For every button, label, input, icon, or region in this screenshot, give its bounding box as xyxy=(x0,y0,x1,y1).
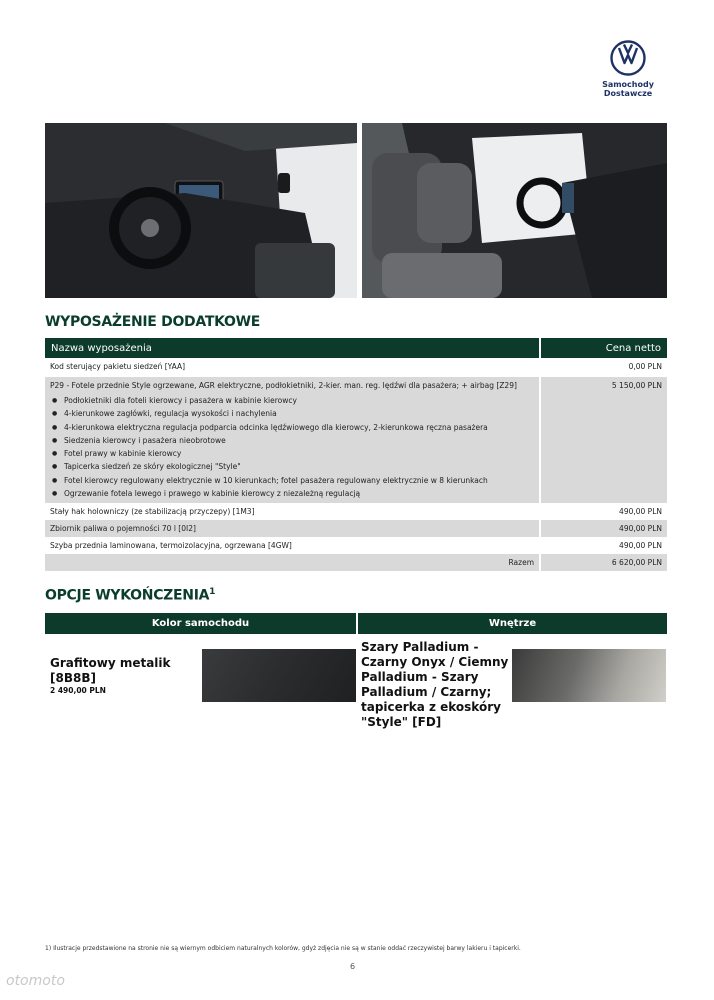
table-row xyxy=(45,377,667,503)
vw-logo-icon xyxy=(610,40,646,76)
col-header-color xyxy=(45,613,356,634)
list-item: ● 4-kierunkowa elektryczna regulacja podparcia odcinka lędźwiowego dla kierowcy, 2-kierunkowa ręczna pasażera xyxy=(50,421,534,434)
paint-price: 2 490,00 PLN xyxy=(50,686,106,695)
table-row xyxy=(45,537,667,554)
list-item: ● Fotel kierowcy regulowany elektrycznie w 10 kierunkach; fotel pasażera regulowany elektrycznie w 8 kierunkach xyxy=(50,474,534,487)
col-header-interior xyxy=(358,613,667,634)
total-price: 6 620,00 PLN xyxy=(539,554,667,571)
row-name: Szyba przednia laminowana, termoizolacyjna, ogrzewana [4GW] xyxy=(50,541,292,550)
table-row xyxy=(45,520,667,537)
col-header-interior-text: Wnętrze xyxy=(488,618,537,629)
col-header-price: Cena netto xyxy=(539,338,667,358)
row-price: 5 150,00 PLN xyxy=(539,377,667,503)
vw-logo xyxy=(602,40,654,98)
finish-title xyxy=(45,587,215,604)
total-label: Razem xyxy=(508,558,534,567)
list-item: ● Tapicerka siedzeń ze skóry ekologicznej "Style" xyxy=(50,460,534,473)
finish-title-sup: 1 xyxy=(209,587,216,597)
row-price: 0,00 PLN xyxy=(539,358,667,377)
feature-list xyxy=(50,394,534,500)
col-header-name: Nazwa wyposażenia xyxy=(51,343,152,354)
table-row xyxy=(45,503,667,520)
row-name: P29 - Fotele przednie Style ogrzewane, AGR elektryczne, podłokietniki, 2-kier. man. reg. lędźwi dla pasażera; + airbag [Z29] xyxy=(50,381,517,390)
row-name: Kod sterujący pakietu siedzeń [YAA] xyxy=(50,362,186,371)
footnote: 1) Ilustracje przedstawione na stronie nie są wiernym odbiciem naturalnych kolorów, gdyż zdjęcia nie są w stanie oddać rzeczywistej barwy lakieru i tapicerki. xyxy=(45,945,521,952)
equipment-table-header xyxy=(45,338,667,358)
equipment-title: WYPOSAŻENIE DODATKOWE xyxy=(45,314,261,330)
row-price: 490,00 PLN xyxy=(539,537,667,554)
row-price: 490,00 PLN xyxy=(539,503,667,520)
hero-image-seats xyxy=(362,123,667,298)
table-row xyxy=(45,358,667,377)
finish-title-text: OPCJE WYKOŃCZENIA xyxy=(45,587,210,604)
table-row-total xyxy=(45,554,667,571)
watermark: otomoto xyxy=(6,973,65,989)
list-item: ● Siedzenia kierowcy i pasażera nieobrotowe xyxy=(50,434,534,447)
logo-text-line1: Samochody xyxy=(602,80,654,89)
paint-swatch xyxy=(202,649,356,702)
logo-text-line2: Dostawcze xyxy=(603,89,653,98)
list-item: ● Podłokietniki dla foteli kierowcy i pasażera w kabinie kierowcy xyxy=(50,394,534,407)
interior-swatch xyxy=(512,649,666,702)
col-header-color-text: Kolor samochodu xyxy=(151,618,250,629)
paint-option xyxy=(50,656,195,695)
list-item: ● Fotel prawy w kabinie kierowcy xyxy=(50,447,534,460)
interior-name: Szary Palladium - Czarny Onyx / Ciemny Palladium - Szary Palladium / Czarny; tapicerka z ekoskóry "Style" [FD] xyxy=(361,640,509,729)
row-price: 490,00 PLN xyxy=(539,520,667,537)
row-name: Zbiornik paliwa o pojemności 70 l [0I2] xyxy=(50,524,196,533)
equipment-table xyxy=(45,338,667,571)
page-number: 6 xyxy=(350,962,356,971)
paint-name: Grafitowy metalik [8B8B] xyxy=(50,656,171,685)
row-name: Stały hak holowniczy (ze stabilizacją przyczepy) [1M3] xyxy=(50,507,255,516)
list-item: ● 4-kierunkowe zagłówki, regulacja wysokości i nachylenia xyxy=(50,407,534,420)
list-item: ● Ogrzewanie fotela lewego i prawego w kabinie kierowcy z niezależną regulacją xyxy=(50,487,534,500)
hero-image-dashboard xyxy=(45,123,357,298)
